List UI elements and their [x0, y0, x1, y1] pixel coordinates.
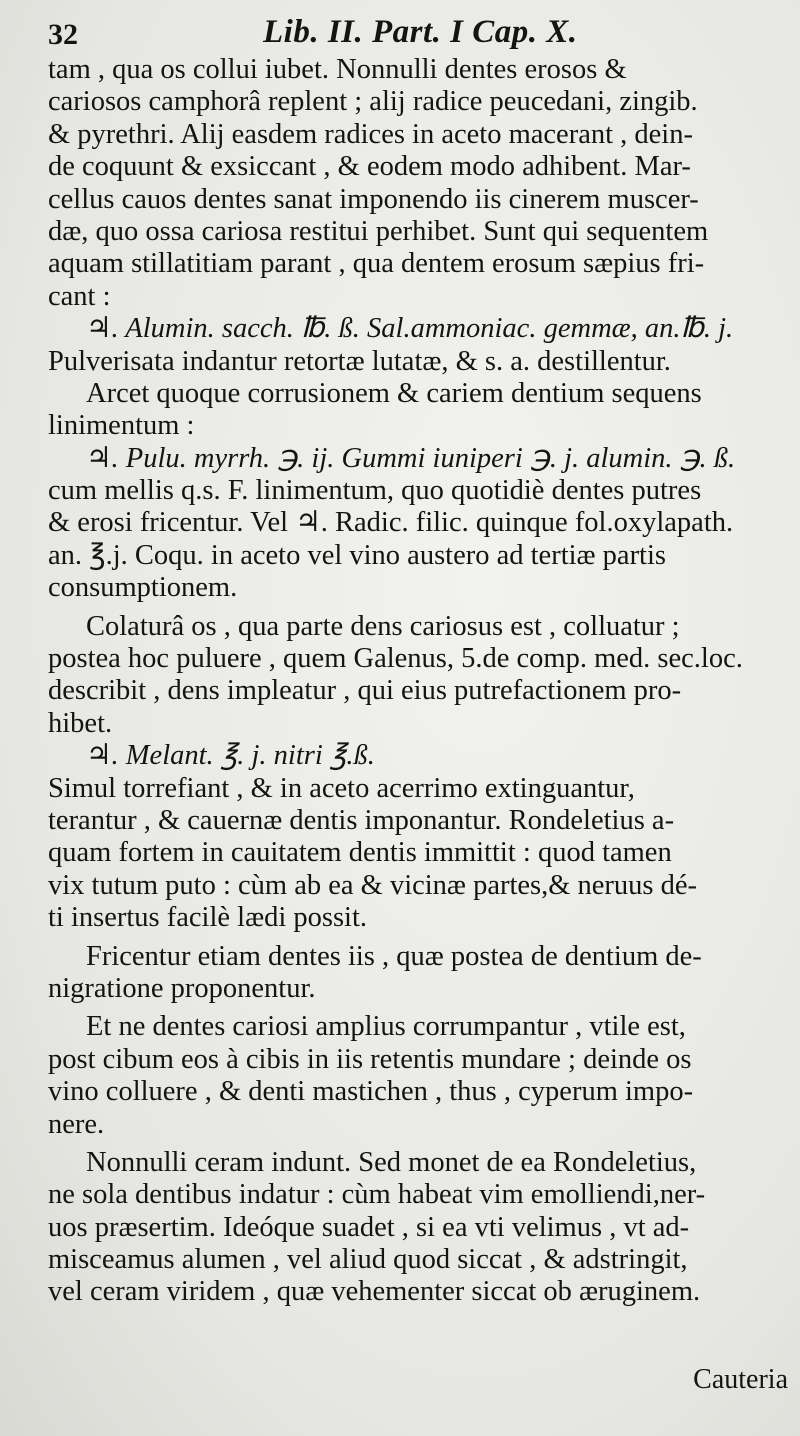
- text-line: nigratione proponentur.: [48, 972, 316, 1004]
- text-line: cariosos camphorâ replent ; alij radice peucedani, zingib.: [48, 86, 698, 118]
- text-line: postea hoc puluere , quem Galenus, 5.de comp. med. sec.loc.: [48, 643, 743, 675]
- recipe-line: ♃. Pulu. myrrh. ℈. ij. Gummi iuniperi ℈. j. alumin. ℈. ß.: [86, 442, 736, 474]
- text-line: describit , dens impleatur , qui eius putrefactionem pro-: [48, 675, 682, 707]
- text-line: uos præsertim. Ideóque suadet , si ea vti velimus , vt ad-: [48, 1211, 690, 1243]
- text-line: consumptionem.: [48, 572, 238, 604]
- text-line: hibet.: [48, 707, 113, 739]
- text-line: quam fortem in cauitatem dentis immittit : quod tamen: [48, 837, 672, 869]
- text-line: misceamus alumen , vel aliud quod siccat , & adstringit,: [48, 1244, 688, 1276]
- text-line: cellus cauos dentes sanat imponendo iis cinerem muscer-: [48, 183, 699, 215]
- text-line: Colaturâ os , qua parte dens cariosus est , colluatur ;: [86, 610, 680, 642]
- text-line: & erosi fricentur. Vel ♃. Radic. filic. quinque fol.oxylapath.: [48, 507, 734, 539]
- text-line: Nonnulli ceram indunt. Sed monet de ea Rondeletius,: [86, 1146, 697, 1178]
- text-line: Pulverisata indantur retortæ lutatæ, & s. a. destillentur.: [48, 345, 671, 377]
- text-line: an. ℥.j. Coqu. in aceto vel vino austero ad tertiæ partis: [48, 539, 666, 571]
- text-line: linimentum :: [48, 410, 195, 442]
- page-number: 32: [48, 18, 78, 51]
- text-line: vix tutum puto : cùm ab ea & vicinæ partes,& neruus dé-: [48, 869, 698, 901]
- text-line: vino colluere , & denti mastichen , thus , cyperum impo-: [48, 1076, 694, 1108]
- text-line: vel ceram viridem , quæ vehementer siccat ob æruginem.: [48, 1276, 701, 1308]
- text-line: terantur , & cauernæ dentis imponantur. Rondeletius a-: [48, 804, 675, 836]
- text-line: tam , qua os collui iubet. Nonnulli dentes erosos &: [48, 54, 627, 85]
- text-line: post cibum eos à cibis in iis retentis mundare ; deinde os: [48, 1043, 692, 1075]
- recipe-line: ♃. Melant. ℥. j. nitri ℥.ß.: [86, 740, 375, 772]
- text-line: cum mellis q.s. F. linimentum, quo quotidiè dentes putres: [48, 475, 702, 507]
- page-header: [48, 14, 790, 51]
- text-line: & pyrethri. Alij easdem radices in aceto macerant , dein-: [48, 118, 693, 150]
- text-line: Arcet quoque corrusionem & cariem dentium sequens: [86, 377, 702, 409]
- running-head: Lib. II. Part. I Cap. X.: [263, 14, 578, 50]
- recipe-line: ♃. Alumin. sacch. ℔. ß. Sal.ammoniac. gemmæ, an.℔. j.: [86, 313, 734, 345]
- text-line: Simul torrefiant , & in aceto acerrimo extinguantur,: [48, 772, 635, 804]
- text-line: dæ, quo ossa cariosa restitui perhibet. Sunt qui sequentem: [48, 215, 709, 247]
- text-line: de coquunt & exsiccant , & eodem modo adhibent. Mar-: [48, 151, 691, 183]
- body-text: [48, 54, 790, 1309]
- text-line: nere.: [48, 1108, 105, 1140]
- text-line: ne sola dentibus indatur : cùm habeat vim emolliendi,ner-: [48, 1179, 706, 1211]
- text-line: ti insertus facilè lædi possit.: [48, 902, 368, 934]
- catchword: Cauteria: [693, 1364, 788, 1395]
- text-line: aquam stillatitiam parant , qua dentem erosum sæpius fri-: [48, 248, 705, 280]
- text-line: Et ne dentes cariosi amplius corrumpantur , vtile est,: [86, 1011, 686, 1043]
- text-line: Fricentur etiam dentes iis , quæ postea de dentium de-: [86, 940, 702, 972]
- text-line: cant :: [48, 280, 111, 312]
